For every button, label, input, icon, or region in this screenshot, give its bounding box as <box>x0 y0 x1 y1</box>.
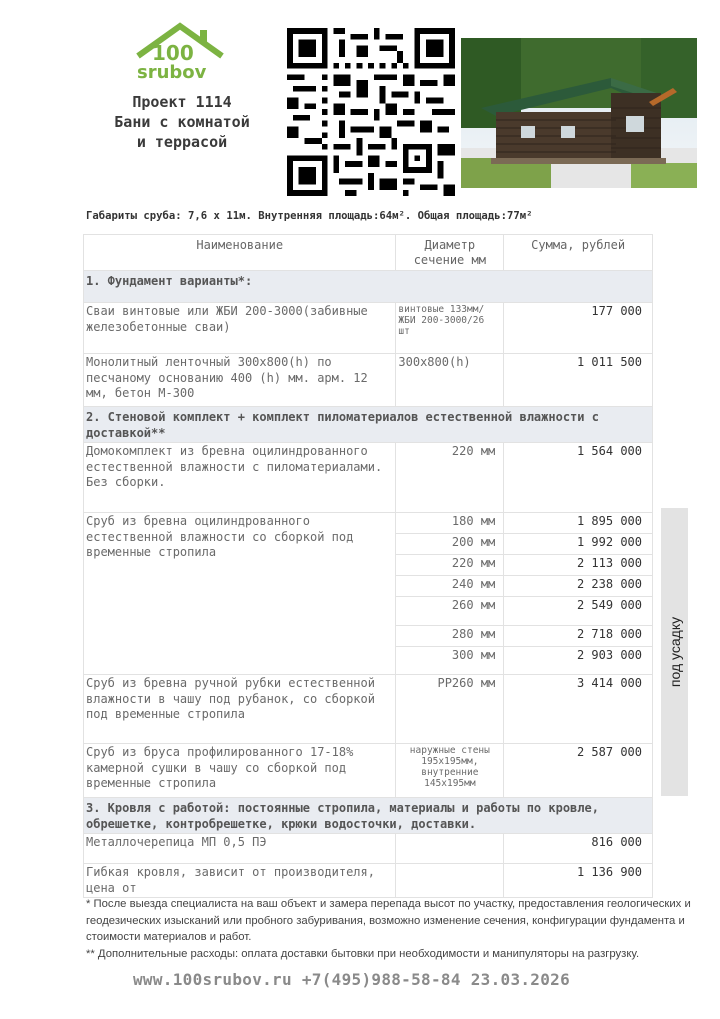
row-name: Домокомплект из бревна оцилиндрованного естественной влажности с пиломатериалами. Без сборки. <box>84 443 396 513</box>
footnote-2: ** Дополнительные расходы: оплата доставки бытовки при необходимости и манипуляторы на разгрузку. <box>86 947 640 960</box>
contact-footer: www.100srubov.ru +7(495)988-58-84 23.03.2026 <box>133 970 571 989</box>
side-label-shrinkage <box>661 508 688 796</box>
table-row <box>84 744 653 798</box>
table-row <box>84 303 653 354</box>
row-diameter: винтовые 133мм/ЖБИ 200-3000/26 шт <box>396 303 504 354</box>
row-diameter <box>396 864 504 898</box>
table-row <box>84 864 653 898</box>
row-diameter: 260 мм <box>396 597 504 626</box>
row-sum: 2 587 000 <box>504 744 653 798</box>
header-sum: Сумма, рублей <box>504 235 653 271</box>
table-row <box>84 675 653 744</box>
row-diameter: РР260 мм <box>396 675 504 744</box>
dimensions-summary: Габариты сруба: 7,6 х 11м. Внутренняя площадь:64м². Общая площадь:77м² <box>86 210 533 222</box>
row-diameter: наружные стены 195х195мм, внутренние 145х195мм <box>396 744 504 798</box>
project-title <box>84 92 280 152</box>
row-sum: 1 992 000 <box>504 534 653 555</box>
row-sum: 177 000 <box>504 303 653 354</box>
row-diameter: 240 мм <box>396 576 504 597</box>
row-sum: 2 549 000 <box>504 597 653 626</box>
row-sum: 2 113 000 <box>504 555 653 576</box>
company-logo <box>130 20 230 82</box>
row-name: Сваи винтовые или ЖБИ 200-3000(забивные железобетонные сваи) <box>84 303 396 354</box>
title-line-1: Проект 1114 <box>132 93 232 111</box>
footnotes <box>86 896 706 962</box>
house-logo-icon <box>130 20 230 82</box>
price-table <box>83 234 653 898</box>
row-name: Монолитный ленточный 300х800(h) по песчаному основанию 400 (h) мм. арм. 12 мм, бетон М-300 <box>84 354 396 407</box>
title-line-2: Бани с комнатой <box>114 113 250 131</box>
header-diameter: Диаметр сечение мм <box>396 235 504 271</box>
side-label-text: под усадку <box>666 616 683 688</box>
row-diameter: 180 мм <box>396 513 504 534</box>
row-diameter <box>396 834 504 864</box>
table-row <box>84 834 653 864</box>
header-name: Наименование <box>84 235 396 271</box>
row-name: Сруб из бревна ручной рубки естественной влажности в чашу под рубанок, со сборкой под временные стропила <box>84 675 396 744</box>
row-sum: 1 136 900 <box>504 864 653 898</box>
row-sum: 3 414 000 <box>504 675 653 744</box>
section-roof: 3. Кровля с работой: постоянные стропила, материалы и работы по кровле, обрешетке, контробрешетке, крюки водосточки, доставки. <box>84 798 653 834</box>
title-line-3: и террасой <box>136 133 228 151</box>
row-diameter: 300х800(h) <box>396 354 504 407</box>
row-name: Гибкая кровля, зависит от производителя, цена от <box>84 864 396 898</box>
table-row <box>84 443 653 513</box>
row-sum: 2 903 000 <box>504 647 653 675</box>
footnote-1: * После выезда специалиста на ваш объект и замера перепада высот по участку, предоставления геологических и геодезических изысканий или пробного забуривания, возможно изменение сечения, конфигурации фундамента и стоимости материалов и работ. <box>86 898 691 944</box>
row-sum: 1 011 500 <box>504 354 653 407</box>
table-row <box>84 354 653 407</box>
svg-text:srubov: srubov <box>137 62 207 82</box>
row-diameter: 220 мм <box>396 443 504 513</box>
qr-code-icon <box>287 28 455 196</box>
row-sum: 2 238 000 <box>504 576 653 597</box>
row-sum: 2 718 000 <box>504 626 653 647</box>
table-header-row <box>84 235 653 271</box>
row-diameter: 280 мм <box>396 626 504 647</box>
row-name: Сруб из бревна оцилиндрованного естественной влажности со сборкой под временные стропила <box>84 513 396 675</box>
row-sum: 1 564 000 <box>504 443 653 513</box>
svg-text:100: 100 <box>152 41 194 65</box>
row-name: Сруб из бруса профилированного 17-18% камерной сушки в чашу со сборкой под временные стропила <box>84 744 396 798</box>
section-foundation: 1. Фундамент варианты*: <box>84 271 653 303</box>
row-name: Металлочерепица МП 0,5 ПЭ <box>84 834 396 864</box>
bathhouse-photo <box>461 38 697 188</box>
section-walls: 2. Стеновой комплект + комплект пиломатериалов естественной влажности с доставкой** <box>84 407 653 443</box>
row-sum: 1 895 000 <box>504 513 653 534</box>
row-diameter: 200 мм <box>396 534 504 555</box>
row-diameter: 220 мм <box>396 555 504 576</box>
row-diameter: 300 мм <box>396 647 504 675</box>
table-row <box>84 513 653 534</box>
row-sum: 816 000 <box>504 834 653 864</box>
